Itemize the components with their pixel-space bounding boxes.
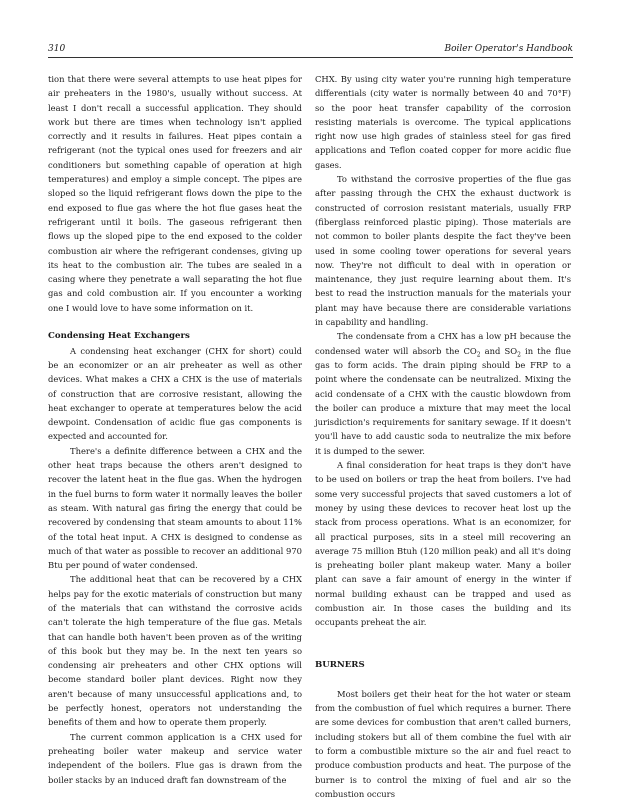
paragraph: To withstand the corrosive properties of the flue gas after passing through the CHX the exhaust ductwork is constructed of corrosion resistant materials, usually FRP (fiberglass reinforced plastic piping). Those materials are not common to boiler plants despite the fact they've been used in some cooling tower operations for several years now. They're not difficult to deal with in operation or maintenance, they just require learning about them. It's best to read the instruction manuals for the materials your plant may have because there are considerable variations in capability and handling. <box>315 174 571 328</box>
paragraph: Most boilers get their heat for the hot water or steam from the combustion of fuel which requires a burner. There are some devices for combustion that aren't called burners, including stokers but all of them combine the fuel with air to form a combustible mixture so the air and fuel react to produce combustion products and heat. The purpose of the burner is to control the mixing of fuel and air so the combustion occurs <box>315 688 571 799</box>
paragraph: A condensing heat exchanger (CHX for short) could be an economizer or an air preheater as well as other devices. What makes a CHX a CHX is the use of materials of construction that are corrosive resistant, allowing the heat exchanger to operate at temperatures below the acid dewpoint. Condensation of acidic flue gas components is expected and accounted for. <box>48 345 302 442</box>
paragraph: tion that there were several attempts to use heat pipes for air preheaters in the 1980's, usually without success. At least I don't recall a successful application. They should work but there are times when technology isn't applied correctly and it results in failures. Heat pipes contain a refrigerant (not the typical ones used for freezers and air conditioners but something capable of operation at high temperatures) and employ a simple concept. The pipes are sloped so the liquid refrigerant flows down the pipe to the end exposed to flue gas where the hot flue gases heat the refrigerant until it boils. The gaseous refrigerant then flows up the sloped pipe to the end exposed to the colder combustion air where the refrigerant condenses, giving up its heat to the combustion air. The tubes are sealed in a casing where they penetrate a wall separating the hot flue gas and cold combustion air. If you encounter a working one I would love to have some information on it. <box>48 74 302 313</box>
right-column <box>315 72 571 801</box>
paragraph: The additional heat that can be recovered by a CHX helps pay for the exotic materials of construction but many of the materials that can withstand the corrosive acids can't tolerate the high temperature of the flue gas. Metals that can handle both haven't been proven as of the writing of this book but they may be. In the next ten years so condensing air preheaters and other CHX options will become standard boiler plant devices. Right now they aren't because of many unsuccessful applications and, to be perfectly honest, operators not understanding the benefits of them and how to operate them properly. <box>48 574 302 728</box>
paragraph: A final consideration for heat traps is they don't have to be used on boilers or trap the heat from boilers. I've had some very successful projects that saved customers a lot of money by using these devices to recover heat lost up the stack from process operations. What is an economizer, for all practical purposes, sits in a steel mill recovering an average 75 million Btuh (120 million peak) and all it's doing is preheating boiler plant makeup water. Many a boiler plant can save a fair amount of energy in the winter if normal building exhaust can be trapped and used as combustion air. In those cases the building and its occupants preheat the air. <box>315 460 571 628</box>
page-number: 310 <box>48 44 66 54</box>
paragraph: There's a definite difference between a CHX and the other heat traps because the others aren't designed to recover the latent heat in the flue gas. When the hydrogen in the fuel burns to form water it normally leaves the boiler as steam. With natural gas firing the energy that could be recovered by condensing that steam amounts to about 11% of the total heat input. A CHX is designed to condense as much of that water as possible to recover an additional 970 Btu per pound of water condensed. <box>48 445 302 571</box>
paragraph-condensate: The condensate from a CHX has a low pH because the condensed water will absorb the $CO_2$ and $SO_2$ in the flue gas to form acids. The drain piping should be FRP to a point where the condensate can be neutralized. Mixing the acid condensate of a CHX with the caustic blowdown from the boiler can produce a mixture that may meet the local jurisdiction's requirements for sanitary sewage. If it doesn't you'll have to add caustic soda to neutralize the mix before it is dumped to the sewer. <box>315 331 571 456</box>
paragraph: The current common application is a CHX used for preheating boiler water makeup and service water independent of the boilers. Flue gas is drawn from the boiler stacks by an induced draft fan downstream of the <box>48 731 302 785</box>
paragraph: CHX. By using city water you're running high temperature differentials (city water is normally between 40 and 70°F) so the poor heat transfer capability of the corrosion resisting materials is overcome. The typical applications right now use high grades of stainless steel for gas fired applications and Teflon coated copper for more acidic flue gases. <box>315 74 571 170</box>
running-header <box>48 44 573 54</box>
header-rule <box>48 57 573 58</box>
left-column <box>48 72 302 787</box>
section-heading-burners: BURNERS <box>315 660 365 671</box>
book-title: Boiler Operator's Handbook <box>444 44 573 54</box>
section-heading-condensing: Condensing Heat Exchangers <box>48 331 190 342</box>
